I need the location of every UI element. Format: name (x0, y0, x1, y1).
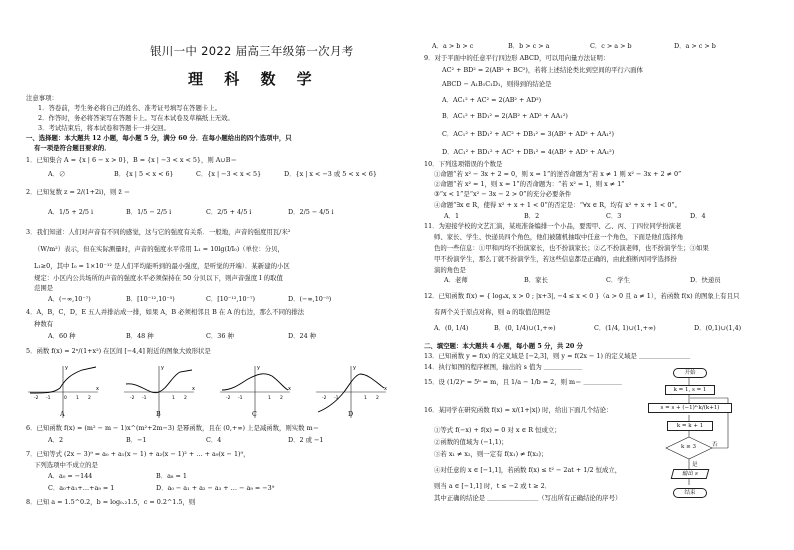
q2-option-b[interactable]: B．1/5 − 2/5 i (126, 208, 172, 216)
axis-label-y: y (65, 365, 68, 371)
exam-subject-title: 理 科 数 学 (188, 70, 320, 88)
section-fill-heading: 二、填空题：本大题共 4 小题，每小题 5 分，共 20 分 (424, 342, 583, 350)
exam-header: 银川一中 2022 届高三年级第一次月考 (150, 44, 354, 58)
q3-line: 规定：小区内公共场所的声音的强度水平必须保持在 50 分贝以下，则声音强度 I 的取值 (34, 274, 283, 282)
q3-option-a[interactable]: A．(−∞,10⁻⁷) (48, 295, 91, 303)
tick-label: -2 (226, 396, 231, 401)
q16-line: 则当 a ∈ [−1,1] 时，t ≤ −2 或 t ≥ 2． (434, 482, 552, 490)
q16-line: 16．某同学在研究函数 f(x) = x/(1+|x|) 时，给出下面几个结论： (424, 406, 613, 414)
q4-option-d[interactable]: D．24 种 (288, 332, 317, 340)
q11-option-d[interactable]: D．快递员 (690, 276, 721, 284)
axis-label-y: y (257, 365, 260, 371)
flowchart-end: 结束 (673, 488, 707, 498)
q11-line: 甲不扮演学生，那么丁就不扮演学生，若这些信息都是正确的，由此推断丙同学选择扮 (434, 255, 677, 263)
q3-line: 3．我们知道：人们对声音有不同的感觉，这与它的强度有关系．一般地，声音的强度用瓦/米² (26, 228, 291, 236)
q7-option-d[interactable]: D．a₀ − a₁ + a₂ − a₃ + … − a₉ = −3⁹ (156, 484, 275, 492)
q2-option-c[interactable]: C．2/5 + 4/5 i (206, 208, 252, 216)
q12-option-b[interactable]: B．(0, 1/4)∪(1,+∞) (494, 324, 556, 332)
q10-option-b[interactable]: B．2 (524, 212, 540, 220)
tick-label: 1 (76, 396, 79, 401)
q2-option-d[interactable]: D．2/5 − 4/5 i (288, 208, 334, 216)
tick-label: -1 (238, 396, 243, 401)
tick-label: -1 (142, 396, 147, 401)
q16-line: ④对任意的 x ∈ [−1,1]，若函数 f(x) ≤ t² − 2at + 1/2 恒成立， (434, 466, 622, 474)
q7-option-c[interactable]: C．a₀+a₁+…+a₉ = 1 (48, 484, 115, 492)
q3-line: 范围是 (34, 284, 54, 292)
q4-option-a[interactable]: A．60 种 (48, 332, 76, 340)
q3-line: （W/m²）表示，但在实际测量时，声音的强度水平常用 L₁ = 10lg(I/I₀)（单位：分贝， (34, 245, 284, 253)
q13-stem: 13．已知函数 y = f(x) 的定义域是 [−2,3]，则 y = f(2x − 1) 的定义域是 ＿＿＿＿＿＿＿＿ (424, 352, 691, 360)
tick-label: -1 (46, 396, 51, 401)
q10-line: ①命题“若 x² − 3x + 2 = 0，则 x = 1”的逆否命题为“若 x ≠ 1 则 x² − 3x + 2 ≠ 0” (434, 170, 682, 178)
notice-item: 1．答卷前，考生务必将自己的姓名、准考证号填写在答题卡上。 (38, 104, 222, 112)
q9-line: ABCD − A₁B₁C₁D₁，则得到的结论是 (442, 80, 552, 88)
tick-label: 1 (364, 396, 367, 401)
q6-stem: 6．已知函数 f(x) = (m² − m − 1)x^(m²+2m−3) 是幂函数，且在 (0,+∞) 上是减函数，则实数 m＝ (26, 424, 320, 432)
notice-item: 3．考试结束后，将本试卷和答题卡一并交回。 (38, 124, 170, 132)
q10-line: ④命题“∃x ∈ R，使得 x² + x + 1 < 0”的否定是：“∀x ∈ R，均有 x² + x + 1 < 0”。 (434, 201, 682, 209)
q12-option-a[interactable]: A．(0, 1/4) (434, 324, 469, 332)
q3-option-b[interactable]: B．[10⁻¹²,10⁻⁵) (126, 295, 175, 303)
q11-line: 师、家长、学生、快递员四个角色，他们被随机抽取中任意一个角色，下面是他们选择角 (434, 233, 684, 241)
tick-label: 0 (64, 396, 67, 401)
q5-option-b[interactable]: B (156, 410, 161, 418)
q4-option-b[interactable]: B．48 种 (126, 332, 154, 340)
q7-option-a[interactable]: A．a₀ = −144 (48, 472, 93, 480)
q9-line: 9．对于平面中的任意平行四边形 ABCD，可以用向量方法证明： (424, 54, 610, 62)
q1-option-d[interactable]: D．{x | x < −3 或 5 < x < 6} (284, 170, 377, 178)
q10-line: ③“x < 1”是“x² − 3x − 2 > 0”的充分必要条件 (434, 190, 572, 198)
q12-option-c[interactable]: C．(1/4, 1)∪(1,+∞) (594, 324, 656, 332)
q1-stem: 1．已知集合 A = {x | 6 − x > 0}，B = {x | −3 < x < 5}，则 A∪B＝ (26, 156, 237, 164)
q12-stem: 12．已知函数 f(x) = { logₐx, x > 0 ; |x+3|, −4 ≤ x < 0 }（a > 0 且 a ≠ 1），若函数 f(x) 的图象上有且只 (424, 292, 740, 300)
tick-label: 1 (268, 396, 271, 401)
q16-line: 其中正确的结论是 ＿＿＿＿＿＿＿＿（写出所有正确结论的序号） (434, 494, 622, 502)
q6-option-b[interactable]: B．−1 (126, 436, 147, 444)
axis-label-x: x (384, 386, 387, 392)
q1-option-a[interactable]: A．∅ (48, 170, 66, 178)
q9-option-d[interactable]: D．AC₁² + BD₁² + AC² + DB₁² = 4(AB² + AD² + AA₁²) (442, 148, 615, 156)
q3-option-d[interactable]: D．(−∞,10⁻⁵) (288, 295, 332, 303)
q5-stem: 5．函数 f(x) = 2ˣ/(1+x²) 在区间 [−4,4] 附近的图象大致形状是 (26, 347, 211, 355)
q6-option-a[interactable]: A．2 (48, 436, 64, 444)
q4-line: 种数有 (34, 320, 54, 328)
q8-option-a[interactable]: A．a > b > c (432, 42, 474, 50)
q15-stem: 15．设 (1/2)ᵃ = 5ᵇ = m，且 1/a − 1/b = 2，则 m＝ ＿＿＿＿＿＿ (424, 378, 622, 386)
section-choice-heading-cont: 有一项是符合题目要求的． (34, 144, 111, 152)
q8-stem: 8．已知 a = 1.5^0.2，b = log₀.₂1.5，c = 0.2^1.5，则 (26, 498, 196, 506)
q1-option-b[interactable]: B．{x | 5 < x < 6} (114, 170, 174, 178)
q12-option-d[interactable]: D．(0,1)∪(1,4) (694, 324, 742, 332)
tick-label: 2 (88, 396, 91, 401)
q7-option-b[interactable]: B．a₈ = 1 (156, 472, 187, 480)
flowchart-increment: k = k + 1 (667, 421, 713, 431)
flowchart-init: k = 1, s = 1 (665, 385, 715, 395)
q8-option-b[interactable]: B．b > c > a (508, 42, 550, 50)
tick-label: -2 (322, 396, 327, 401)
q7-stem-cont: 下列选项中不成立的是 (34, 461, 98, 469)
q9-option-a[interactable]: A．AC₁² + AC² = 2(AB² + AD²) (442, 96, 542, 104)
notice-title: 注意事项： (26, 94, 58, 102)
q5-option-d[interactable]: D (348, 410, 354, 418)
flowchart-no-label: 否 (712, 442, 718, 448)
q9-option-c[interactable]: C．AC₁² + BD₁² + AC² + DB₁² = 3(AB² + AD² + AA₁²) (442, 130, 614, 138)
q4-line: 4．A，B，C，D，E 五人并排站成一排，如果 A，B 必须相邻且 B 在 A 的右边，那么不同的排法 (26, 308, 305, 316)
notice-item: 2．作答时，务必将答案写在答题卡上。写在本试卷及草稿纸上无效。 (38, 114, 234, 122)
q8-option-c[interactable]: C．c > a > b (590, 42, 632, 50)
q16-line: ①等式 f(−x) + f(x) = 0 对 x ∈ R 恒成立； (434, 426, 561, 434)
q8-option-d[interactable]: D．a > c > b (674, 42, 716, 50)
section-choice-heading: 一、选择题：本大题共 12 小题，每小题 5 分，满分 60 分．在每小题给出的四个选项中，只 (26, 134, 292, 142)
q10-option-a[interactable]: A．1 (444, 212, 460, 220)
tick-label: 2 (184, 396, 187, 401)
q11-line: 色的一些信息：①甲和丙均不扮演家长，也不扮演家长；②乙不扮演老师，也不扮演学生；③如果 (434, 244, 709, 252)
q4-option-c[interactable]: C．36 种 (206, 332, 234, 340)
q10-line: ②命题“若 x² = 1，则 x = 1”的否命题为：“若 x² = 1，则 x ≠ 1” (434, 180, 625, 188)
q5-option-a[interactable]: A (60, 410, 65, 418)
flowchart-output: 输出 s (671, 469, 710, 479)
q11-line: 演的角色是 (434, 266, 466, 274)
flowchart-condition: k ≥ 3 (681, 444, 696, 450)
flowchart-start: 开始 (673, 368, 707, 378)
q11-option-b[interactable]: B．家长 (524, 276, 548, 284)
flowchart-yes-label: 是 (692, 462, 698, 468)
q11-option-c[interactable]: C．学生 (606, 276, 631, 284)
q6-option-d[interactable]: D．2 或 −1 (288, 436, 324, 444)
q9-line: AC² + BD² = 2(AB² + BC²)，若将上述结论类比到空间的平行六面体 (442, 66, 643, 74)
tick-label: -2 (130, 396, 135, 401)
q16-line: ③若 x₁ ≠ x₂，则一定有 f(x₁) ≠ f(x₂)； (434, 450, 548, 458)
q5-option-c[interactable]: C (252, 410, 257, 418)
axis-label-y: y (161, 365, 164, 371)
q3-option-c[interactable]: C．[10⁻¹²,10⁻⁷) (206, 295, 255, 303)
q6-option-c[interactable]: C．4 (206, 436, 222, 444)
q11-option-a[interactable]: A．老师 (444, 276, 468, 284)
q3-line: L₁≥0，其中 I₀ = 1×10⁻¹² 是人们平均能听到的最小强度，是听觉的开端）．某新建的小区 (34, 262, 290, 270)
q16-line: ②函数的值域为 (−1,1)； (434, 438, 508, 446)
q5-graph-options (26, 362, 396, 422)
q12-stem-cont: 有两个关于原点对称，则 a 的取值范围是 (434, 308, 551, 316)
axis-label-y: y (353, 365, 356, 371)
axis-label-x: x (288, 386, 291, 392)
q10-option-c[interactable]: C．3 (606, 212, 622, 220)
q7-stem: 7．已知等式 (2x − 3)⁹ = a₀ + a₁(x − 1) + a₂(x − 1)² + … + a₉(x − 1)⁹， (26, 450, 250, 458)
q1-option-c[interactable]: C．{x | −3 < x < 5} (196, 170, 262, 178)
q14-stem: 14．执行如图的程序框图，输出的 s 值为 ＿＿＿＿＿＿ (424, 363, 583, 371)
tick-label: -1 (334, 396, 339, 401)
tick-label: 2 (280, 396, 283, 401)
axis-label-x: x (96, 386, 99, 392)
axis-label-x: x (192, 386, 195, 392)
q10-line: 10．下列选项错误的个数是 (424, 160, 503, 168)
flowchart-update: s = s + (−1)ᵏ·k/(k+1) (648, 403, 732, 413)
tick-label: 2 (376, 396, 379, 401)
q2-stem: 2．已知复数 z = 2/(1+2i)，则 z̄ ＝ (26, 188, 131, 196)
q2-option-a[interactable]: A．1/5 + 2/5 i (48, 208, 94, 216)
tick-label: -2 (34, 396, 39, 401)
q10-option-d[interactable]: D．4 (690, 212, 706, 220)
q11-line: 11．为迎接学校的文艺汇演，某班准备编排一个小品，要需甲、乙、丙、丁四位同学扮演老 (424, 222, 682, 230)
q9-option-b[interactable]: B．AC₁² + BD₁² = 2(AB² + AD² + AA₁²) (442, 112, 568, 120)
tick-label: 1 (172, 396, 175, 401)
